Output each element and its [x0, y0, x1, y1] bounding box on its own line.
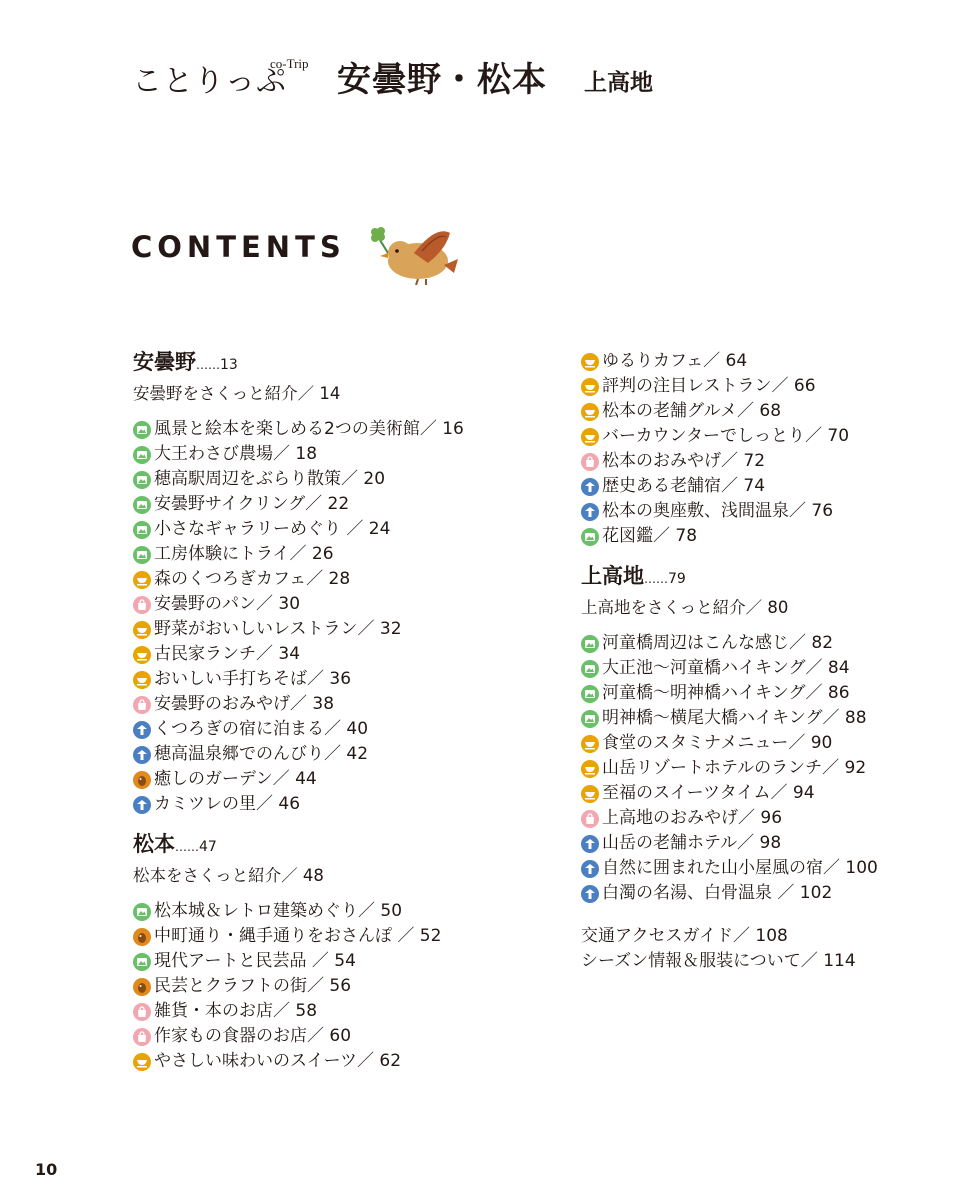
toc-item[interactable]	[581, 424, 941, 449]
toc-item-label: 松本の奥座敷、浅間温泉／ 76	[602, 501, 834, 521]
cafe-icon	[133, 621, 151, 639]
toc-item[interactable]	[581, 831, 941, 856]
cafe-icon	[581, 428, 599, 446]
toc-item[interactable]	[133, 1049, 553, 1074]
toc-item[interactable]	[133, 492, 553, 517]
sightseeing-icon	[581, 528, 599, 546]
toc-item[interactable]	[133, 949, 553, 974]
toc-item-label: 白濁の名湯、白骨温泉 ／ 102	[602, 883, 833, 903]
section-intro-azumino[interactable]: 安曇野をさくっと紹介／ 14	[133, 384, 341, 403]
toc-item-label: 雑貨・本のお店／ 58	[154, 1001, 318, 1021]
toc-item-label: 小さなギャラリーめぐり ／ 24	[154, 519, 391, 539]
section-heading-matsumoto[interactable]	[133, 827, 553, 861]
section-page: 47	[199, 839, 217, 855]
toc-item-label: 上高地のおみやげ／ 96	[602, 808, 783, 828]
toc-item-label: 河童橋周辺はこんな感じ／ 82	[602, 633, 834, 653]
cafe-icon	[581, 785, 599, 803]
toc-item[interactable]	[581, 706, 941, 731]
toc-item-label: 民芸とクラフトの街／ 56	[154, 976, 352, 996]
toc-item-label: 安曇野のおみやげ／ 38	[154, 694, 335, 714]
toc-item[interactable]	[133, 442, 553, 467]
toc-item-label: 松本の老舗グルメ／ 68	[602, 401, 782, 421]
cafe-icon	[581, 403, 599, 421]
toc-item[interactable]	[581, 856, 941, 881]
toc-item[interactable]	[133, 567, 553, 592]
toc-item[interactable]	[581, 681, 941, 706]
toc-link-access-guide[interactable]: 交通アクセスガイド／ 108	[581, 926, 788, 946]
toc-link-season-info[interactable]: シーズン情報＆服装について／ 114	[581, 951, 856, 971]
section-items-azumino	[133, 417, 553, 817]
toc-item[interactable]	[133, 642, 553, 667]
brand-logo-jp: ことりっぷ	[132, 64, 287, 99]
toc-item-label: 松本城＆レトロ建築めぐり／ 50	[154, 901, 403, 921]
shop-icon	[133, 596, 151, 614]
toc-item[interactable]	[133, 417, 553, 442]
toc-item[interactable]	[581, 656, 941, 681]
cafe-icon	[133, 1053, 151, 1071]
walk-icon	[133, 771, 151, 789]
toc-item-label: 現代アートと民芸品 ／ 54	[154, 951, 356, 971]
lodging-icon	[133, 796, 151, 814]
contents-column-left	[133, 345, 553, 1074]
toc-item[interactable]	[133, 767, 553, 792]
section-title: 松本	[133, 832, 175, 856]
shop-icon	[133, 1028, 151, 1046]
toc-item-label: ゆるりカフェ／ 64	[602, 351, 748, 371]
toc-item-label: カミツレの里／ 46	[154, 794, 301, 814]
toc-item[interactable]	[581, 374, 941, 399]
sightseeing-icon	[581, 660, 599, 678]
cafe-icon	[133, 646, 151, 664]
sightseeing-icon	[133, 421, 151, 439]
book-header	[132, 50, 832, 110]
toc-item-label: 穂高温泉郷でのんびり／ 42	[154, 744, 369, 764]
shop-icon	[581, 810, 599, 828]
sightseeing-icon	[133, 546, 151, 564]
toc-item[interactable]	[581, 631, 941, 656]
cafe-icon	[581, 378, 599, 396]
section-intro-kamikochi[interactable]: 上高地をさくっと紹介／ 80	[581, 598, 789, 617]
section-heading-azumino[interactable]	[133, 345, 553, 379]
walk-icon	[133, 978, 151, 996]
toc-item[interactable]	[133, 592, 553, 617]
toc-item[interactable]	[133, 617, 553, 642]
toc-item-label: 大王わさび農場／ 18	[154, 444, 318, 464]
lodging-icon	[581, 478, 599, 496]
sightseeing-icon	[133, 521, 151, 539]
toc-item-label: 風景と絵本を楽しめる2つの美術館／ 16	[154, 419, 464, 439]
toc-item-label: 食堂のスタミナメニュー／ 90	[602, 733, 833, 753]
toc-item-label: 安曇野サイクリング／ 22	[154, 494, 350, 514]
toc-item-label: くつろぎの宿に泊まる／ 40	[154, 719, 369, 739]
section-intro-matsumoto[interactable]: 松本をさくっと紹介／ 48	[133, 866, 324, 885]
contents-column-right	[581, 345, 941, 974]
toc-item[interactable]	[581, 731, 941, 756]
toc-item[interactable]	[133, 1024, 553, 1049]
toc-item-label: 大正池～河童橋ハイキング／ 84	[602, 658, 850, 678]
toc-item[interactable]	[133, 999, 553, 1024]
lodging-icon	[581, 885, 599, 903]
toc-item-label: やさしい味わいのスイーツ／ 62	[154, 1051, 402, 1071]
toc-item-label: 作家もの食器のお店／ 60	[154, 1026, 352, 1046]
toc-item-label: 明神橋～横尾大橋ハイキング／ 88	[602, 708, 867, 728]
section-dots: ……	[175, 840, 199, 854]
toc-item-label: 山岳リゾートホテルのランチ／ 92	[602, 758, 867, 778]
sightseeing-icon	[133, 903, 151, 921]
sightseeing-icon	[133, 496, 151, 514]
toc-item[interactable]	[133, 467, 553, 492]
cafe-icon	[581, 353, 599, 371]
section-title: 上高地	[581, 564, 644, 588]
toc-item-label: バーカウンターでしっとり／ 70	[602, 426, 850, 446]
toc-item-label: 癒しのガーデン／ 44	[154, 769, 317, 789]
toc-item[interactable]	[133, 517, 553, 542]
sightseeing-icon	[133, 953, 151, 971]
book-subtitle: 上高地	[584, 70, 653, 96]
toc-item-label: 河童橋～明神橋ハイキング／ 86	[602, 683, 850, 703]
toc-item-label: 野菜がおいしいレストラン／ 32	[154, 619, 402, 639]
section-dots: ……	[644, 572, 668, 586]
lodging-icon	[133, 721, 151, 739]
section-dots: ……	[196, 358, 220, 372]
toc-item[interactable]	[581, 881, 941, 906]
lodging-icon	[581, 860, 599, 878]
sightseeing-icon	[581, 710, 599, 728]
section-page: 13	[220, 357, 238, 373]
toc-item[interactable]	[133, 692, 553, 717]
toc-item-label: 松本のおみやげ／ 72	[602, 451, 766, 471]
toc-item[interactable]	[581, 806, 941, 831]
toc-item[interactable]	[133, 792, 553, 817]
toc-item[interactable]	[581, 349, 941, 374]
walk-icon	[133, 928, 151, 946]
toc-item[interactable]	[133, 667, 553, 692]
cafe-icon	[133, 571, 151, 589]
toc-item[interactable]	[133, 924, 553, 949]
shop-icon	[133, 696, 151, 714]
sightseeing-icon	[581, 635, 599, 653]
book-title: 安曇野・松本	[337, 60, 547, 100]
section-items-kamikochi	[581, 631, 941, 906]
toc-item[interactable]	[133, 542, 553, 567]
cafe-icon	[581, 760, 599, 778]
toc-item[interactable]	[581, 524, 941, 549]
toc-item[interactable]	[581, 499, 941, 524]
toc-item[interactable]	[581, 399, 941, 424]
toc-item-label: 古民家ランチ／ 34	[154, 644, 301, 664]
toc-item-label: 工房体験にトライ／ 26	[154, 544, 334, 564]
toc-item[interactable]	[581, 474, 941, 499]
toc-item-label: 至福のスイーツタイム／ 94	[602, 783, 815, 803]
cafe-icon	[133, 671, 151, 689]
brand-logo-en: co-Trip	[270, 56, 309, 71]
toc-item[interactable]	[581, 449, 941, 474]
section-heading-kamikochi[interactable]	[581, 559, 941, 593]
shop-icon	[581, 453, 599, 471]
lodging-icon	[581, 503, 599, 521]
toc-item-label: 森のくつろぎカフェ／ 28	[154, 569, 351, 589]
toc-item[interactable]	[133, 974, 553, 999]
toc-item-label: 評判の注目レストラン／ 66	[602, 376, 816, 396]
shop-icon	[133, 1003, 151, 1021]
lodging-icon	[581, 835, 599, 853]
toc-item[interactable]	[581, 756, 941, 781]
sightseeing-icon	[133, 471, 151, 489]
toc-item-label: 花図鑑／ 78	[602, 526, 698, 546]
sightseeing-icon	[581, 685, 599, 703]
section-items-matsumoto-left	[133, 899, 553, 1074]
cafe-icon	[581, 735, 599, 753]
sightseeing-icon	[133, 446, 151, 464]
toc-item[interactable]	[133, 742, 553, 767]
toc-item[interactable]	[133, 899, 553, 924]
toc-item-label: 自然に囲まれた山小屋風の宿／ 100	[602, 858, 878, 878]
toc-item-label: 中町通り・縄手通りをおさんぽ ／ 52	[154, 926, 442, 946]
section-items-matsumoto-right	[581, 345, 941, 549]
toc-item-label: 安曇野のパン／ 30	[154, 594, 301, 614]
section-page: 79	[668, 571, 686, 587]
toc-item-label: 山岳の老舗ホテル／ 98	[602, 833, 782, 853]
contents-heading: CONTENTS	[131, 230, 346, 264]
section-title: 安曇野	[133, 350, 196, 374]
toc-item-label: 歴史ある老舗宿／ 74	[602, 476, 766, 496]
toc-item-label: おいしい手打ちそば／ 36	[154, 669, 352, 689]
toc-item[interactable]	[133, 717, 553, 742]
toc-item-label: 穂高駅周辺をぶらり散策／ 20	[154, 469, 386, 489]
page-number: 10	[35, 1160, 58, 1179]
bird-illustration	[366, 223, 458, 285]
toc-item[interactable]	[581, 781, 941, 806]
lodging-icon	[133, 746, 151, 764]
